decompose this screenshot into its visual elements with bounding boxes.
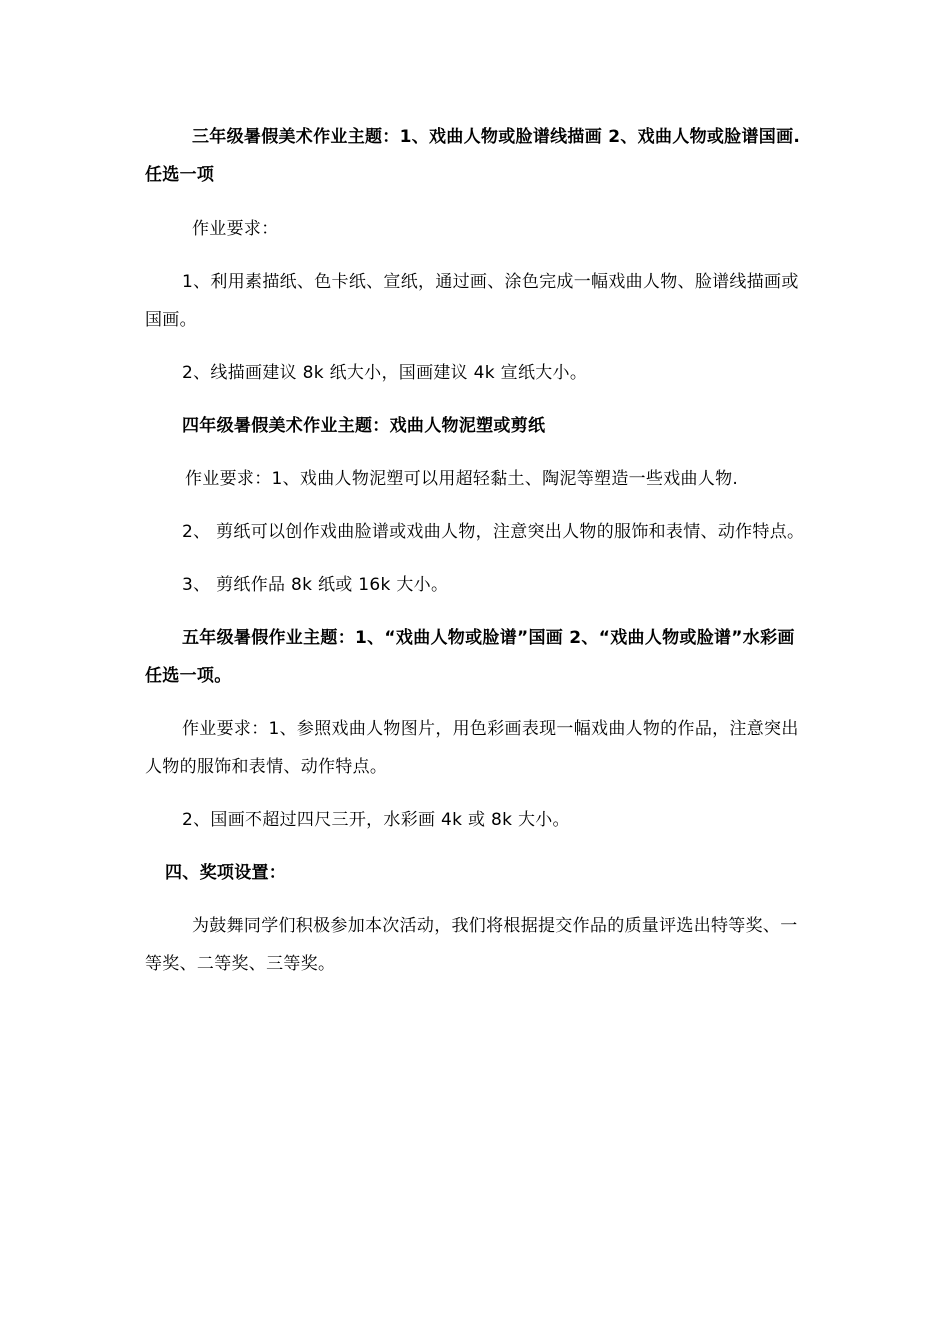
grade3-requirement-1: 1、利用素描纸、色卡纸、宣纸，通过画、涂色完成一幅戏曲人物、脸谱线描画或国画。 xyxy=(145,272,799,330)
grade5-theme: 五年级暑假作业主题：1、“戏曲人物或脸谱”国画 2、“戏曲人物或脸谱”水彩画 任选一项。 xyxy=(145,628,795,686)
document-page xyxy=(145,118,807,983)
awards-heading: 四、奖项设置： xyxy=(165,863,287,883)
grade3-requirements-title: 作业要求： xyxy=(192,219,279,239)
grade3-requirement-2: 2、线描画建议 8k 纸大小，国画建议 4k 宣纸大小。 xyxy=(182,363,588,383)
awards-body: 为鼓舞同学们积极参加本次活动，我们将根据提交作品的质量评选出特等奖、一等奖、二等奖、三等奖。 xyxy=(145,916,798,974)
grade5-requirement-2: 2、国画不超过四尺三开，水彩画 4k 或 8k 大小。 xyxy=(182,810,570,830)
grade3-theme: 三年级暑假美术作业主题：1、戏曲人物或脸谱线描画 2、戏曲人物或脸谱国画.任选一项 xyxy=(145,127,801,185)
grade4-requirement-3: 3、 剪纸作品 8k 纸或 16k 大小。 xyxy=(182,575,449,595)
grade4-requirement-2: 2、 剪纸可以创作戏曲脸谱或戏曲人物，注意突出人物的服饰和表情、动作特点。 xyxy=(182,522,805,542)
grade4-theme: 四年级暑假美术作业主题：戏曲人物泥塑或剪纸 xyxy=(182,416,546,436)
grade4-requirement-1: 作业要求：1、戏曲人物泥塑可以用超轻黏土、陶泥等塑造一些戏曲人物. xyxy=(185,469,739,489)
grade5-requirement-1: 作业要求：1、参照戏曲人物图片，用色彩画表现一幅戏曲人物的作品，注意突出人物的服饰和表情、动作特点。 xyxy=(145,719,799,777)
